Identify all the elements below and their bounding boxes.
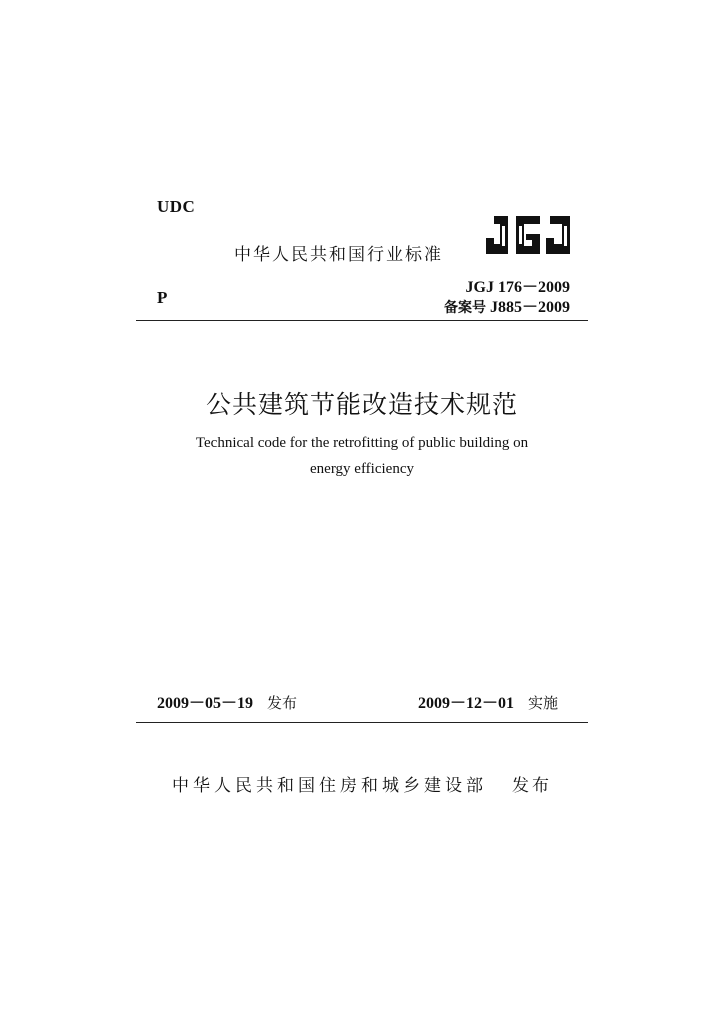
standard-code-number: JGJ 176－2009 bbox=[465, 279, 570, 296]
issue-date: 2009－05－19 bbox=[157, 695, 254, 712]
standard-type: 中华人民共和国行业标准 bbox=[234, 245, 443, 265]
header-divider bbox=[136, 320, 588, 321]
implement-date-line bbox=[418, 690, 558, 713]
issue-label: 发布 bbox=[267, 694, 298, 712]
title-chinese: 公共建筑节能改造技术规范 bbox=[205, 390, 518, 419]
publisher: 中华人民共和国住房和城乡建设部 bbox=[172, 776, 487, 796]
record-number-line bbox=[444, 294, 570, 317]
udc-label: UDC bbox=[157, 197, 196, 216]
publisher-action: 发布 bbox=[512, 776, 552, 796]
title-english-line-1: Technical code for the retrofitting of public building on bbox=[195, 435, 529, 451]
title-english bbox=[0, 430, 724, 482]
jgj-logo bbox=[484, 214, 572, 258]
issue-date-line bbox=[157, 690, 297, 713]
record-prefix: 备案号 bbox=[443, 300, 486, 316]
footer-divider bbox=[136, 722, 588, 723]
record-number: J885－2009 bbox=[489, 299, 570, 316]
implement-date: 2009－12－01 bbox=[418, 695, 515, 712]
title-english-line-2: energy efficiency bbox=[310, 461, 414, 477]
classification-code: P bbox=[157, 288, 168, 307]
implement-label: 实施 bbox=[528, 694, 559, 712]
